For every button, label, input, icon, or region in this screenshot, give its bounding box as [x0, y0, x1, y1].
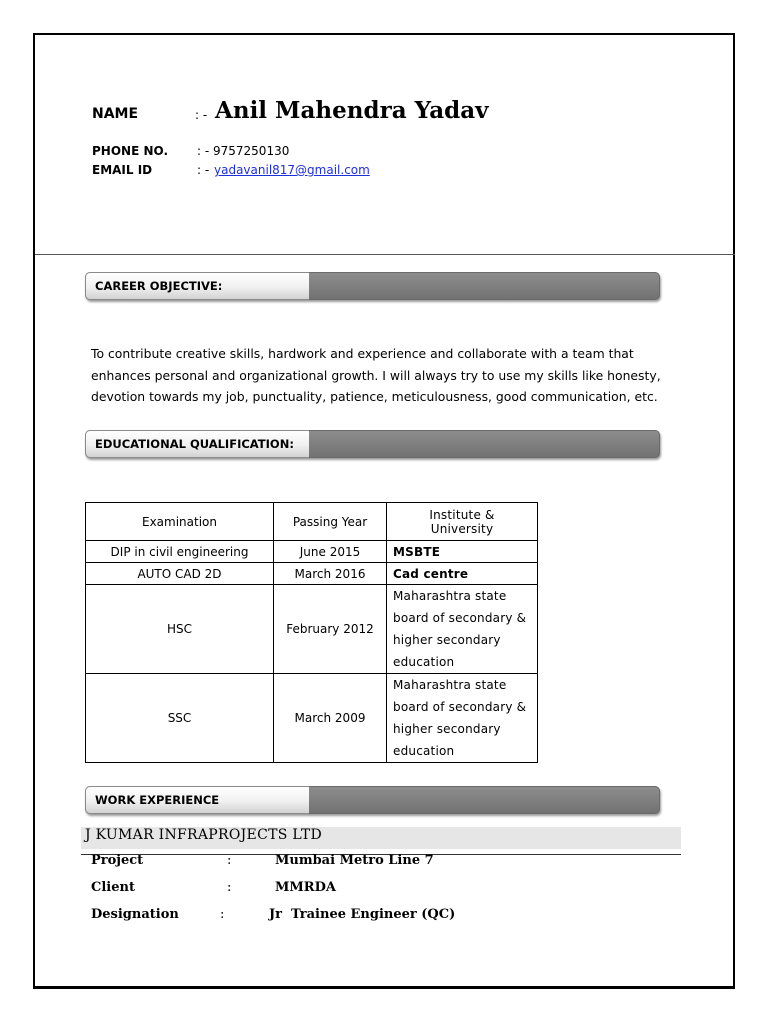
designation-separator: :: [220, 907, 225, 922]
client-value: MMRDA: [275, 880, 336, 895]
phone-label: PHONE NO.: [92, 144, 168, 158]
candidate-name: Anil Mahendra Yadav: [215, 97, 489, 124]
cell-institute: Maharashtra state board of secondary & higher secondary education: [387, 674, 538, 763]
table-row: [86, 674, 538, 763]
cell-institute: Cad centre: [387, 563, 538, 585]
work-experience-header: [85, 786, 660, 814]
cell-exam: AUTO CAD 2D: [86, 563, 274, 585]
cell-exam: SSC: [86, 674, 274, 763]
cell-exam: DIP in civil engineering: [86, 541, 274, 563]
client-label: Client: [91, 880, 135, 895]
objective-line: To contribute creative skills, hardwork and experience and collaborate with a team that: [91, 346, 634, 361]
designation-value: Jr Trainee Engineer (QC): [269, 907, 456, 922]
email-link[interactable]: yadavanil817@gmail.com: [214, 163, 370, 177]
education-header: [85, 430, 660, 458]
company-name: J KUMAR INFRAPROJECTS LTD: [85, 827, 322, 843]
cell-year: March 2009: [274, 674, 387, 763]
project-value: Mumbai Metro Line 7: [275, 853, 434, 868]
project-label: Project: [91, 853, 144, 868]
cell-year: March 2016: [274, 563, 387, 585]
table-row: [86, 563, 538, 585]
cell-year: June 2015: [274, 541, 387, 563]
header-passing-year: Passing Year: [274, 503, 387, 541]
work-experience-title: WORK EXPERIENCE: [95, 793, 220, 807]
phone-value: : - 9757250130: [197, 144, 290, 158]
designation-label: Designation: [91, 907, 179, 922]
resume-page: [33, 33, 735, 989]
header-examination: Examination: [86, 503, 274, 541]
table-row: [86, 585, 538, 674]
objective-line: devotion towards my job, punctuality, patience, meticulousness, good communication, etc.: [91, 389, 658, 404]
cell-exam: HSC: [86, 585, 274, 674]
career-objective-title: CAREER OBJECTIVE:: [95, 279, 223, 293]
table-row: [86, 541, 538, 563]
education-title: EDUCATIONAL QUALIFICATION:: [95, 437, 294, 451]
project-separator: :: [227, 853, 232, 868]
cell-institute: Maharashtra state board of secondary & higher secondary education: [387, 585, 538, 674]
header-divider: [35, 254, 735, 255]
cell-year: February 2012: [274, 585, 387, 674]
education-table: [85, 502, 538, 763]
cell-institute: MSBTE: [387, 541, 538, 563]
name-separator: : -: [195, 108, 208, 122]
client-separator: :: [227, 880, 232, 895]
email-separator: : -: [197, 163, 210, 177]
career-objective-header: [85, 272, 660, 300]
objective-line: enhances personal and organizational growth. I will always try to use my skills like honesty,: [91, 367, 661, 383]
email-label: EMAIL ID: [92, 163, 153, 177]
header-institute: Institute & University: [387, 503, 538, 541]
table-header-row: [86, 503, 538, 541]
name-label: NAME: [92, 106, 139, 122]
career-objective-text: [91, 343, 691, 408]
